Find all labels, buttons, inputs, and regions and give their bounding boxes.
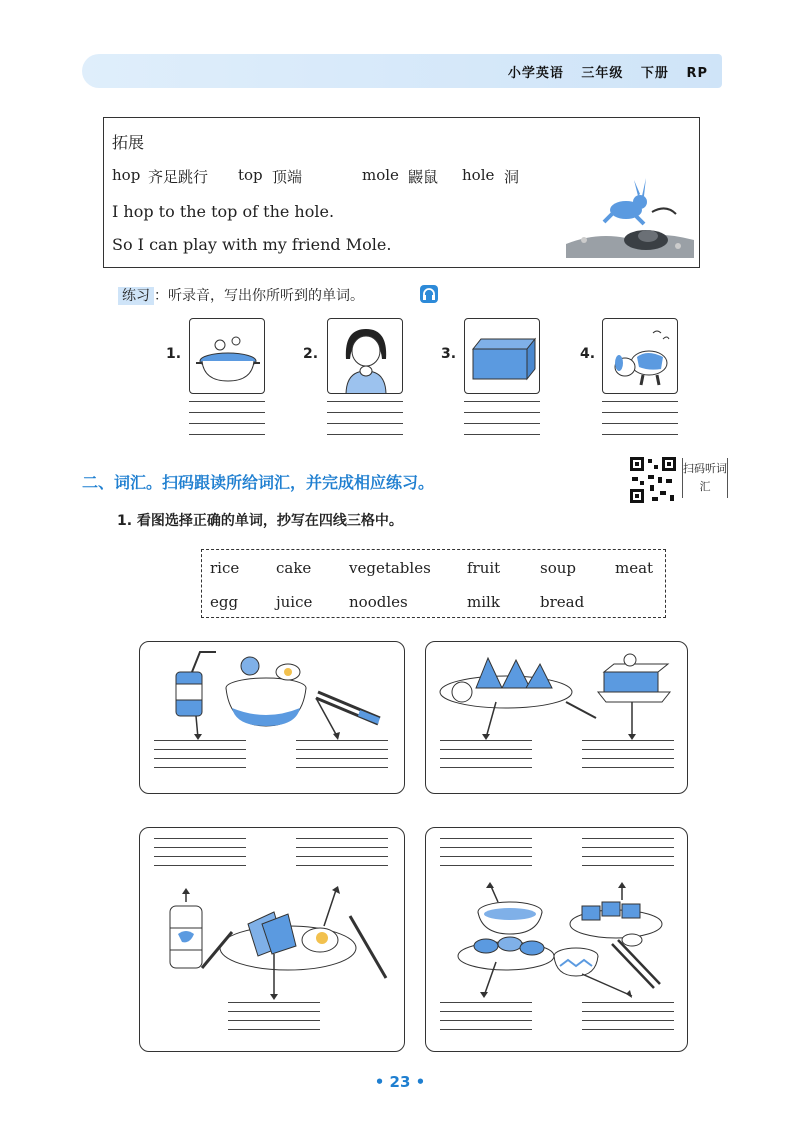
header-text xyxy=(496,62,708,81)
extension-box xyxy=(103,117,700,268)
girl-eating-icon xyxy=(328,319,403,394)
section-title: 二、词汇。扫码跟读所给词汇，并完成相应练习。 xyxy=(82,473,435,492)
practice-instruction xyxy=(118,285,364,305)
writing-lines-2[interactable] xyxy=(327,401,403,445)
word-bank xyxy=(201,549,666,618)
writing-lines-bread[interactable] xyxy=(228,1002,320,1038)
item-number-4: 4. xyxy=(580,346,596,362)
word-noodles: noodles xyxy=(349,593,408,611)
writing-lines-3[interactable] xyxy=(464,401,540,445)
vocab-word-hole: hole xyxy=(462,166,495,184)
exercise-subtitle: 1. 看图选择正确的单词，抄写在四线三格中。 xyxy=(117,513,403,529)
word-soup: soup xyxy=(540,559,576,577)
header-band xyxy=(82,54,722,88)
vocab-word-hop: hop xyxy=(112,166,141,184)
picture-dog xyxy=(602,318,678,394)
headphone-icon[interactable] xyxy=(420,285,438,303)
writing-lines-4[interactable] xyxy=(602,401,678,445)
word-cake: cake xyxy=(276,559,312,577)
writing-lines-vegetables[interactable] xyxy=(440,1002,532,1038)
scene-soup-meat-vegetables-rice xyxy=(425,827,688,1052)
writing-lines-1[interactable] xyxy=(189,401,265,445)
writing-lines-cake[interactable] xyxy=(582,740,674,776)
item-number-2: 2. xyxy=(303,346,319,362)
vocab-word-mole: mole xyxy=(362,166,399,184)
soup-pot-icon xyxy=(190,319,265,394)
dog-icon xyxy=(603,319,678,394)
word-vegetables: vegetables xyxy=(349,559,431,577)
vocab-meaning-hop: 齐足跳行 xyxy=(148,168,209,186)
picture-soup xyxy=(189,318,265,394)
header-volume: 下册 xyxy=(640,66,669,81)
word-milk: milk xyxy=(467,593,500,611)
box-icon xyxy=(465,319,540,394)
extension-sentence-2: So I can play with my friend Mole. xyxy=(112,235,392,254)
writing-lines-fruit[interactable] xyxy=(440,740,532,776)
scene-fruit-cake xyxy=(425,641,688,794)
rabbit-mole-illustration xyxy=(566,174,694,258)
word-juice: juice xyxy=(276,593,313,611)
word-meat: meat xyxy=(615,559,654,577)
writing-lines-noodles[interactable] xyxy=(296,740,388,776)
writing-lines-juice[interactable] xyxy=(154,740,246,776)
practice-text: ：听录音，写出你所听到的单词。 xyxy=(154,288,364,304)
practice-tag: 练习 xyxy=(118,287,154,305)
scene-juice-noodles xyxy=(139,641,405,794)
item-number-3: 3. xyxy=(441,346,457,362)
extension-sentence-1: I hop to the top of the hole. xyxy=(112,202,335,221)
word-bread: bread xyxy=(540,593,585,611)
vocab-meaning-top: 顶端 xyxy=(272,168,303,186)
picture-box xyxy=(464,318,540,394)
scan-label: 扫码听词汇 xyxy=(682,458,728,498)
vocab-meaning-hole: 洞 xyxy=(504,168,520,186)
header-grade: 三年级 xyxy=(581,66,624,81)
header-edition: RP xyxy=(686,66,708,81)
item-number-1: 1. xyxy=(166,346,182,362)
picture-girl xyxy=(327,318,403,394)
scene-milk-bread-egg xyxy=(139,827,405,1052)
header-subject: 小学英语 xyxy=(507,66,564,81)
writing-lines-rice[interactable] xyxy=(582,1002,674,1038)
page-number: • 23 • xyxy=(374,1073,426,1091)
word-rice: rice xyxy=(210,559,240,577)
vocab-word-top: top xyxy=(238,166,263,184)
vocab-meaning-mole: 鼹鼠 xyxy=(408,168,439,186)
qr-code-icon[interactable] xyxy=(628,455,678,505)
word-egg: egg xyxy=(210,593,239,611)
word-fruit: fruit xyxy=(467,559,501,577)
extension-title: 拓展 xyxy=(112,133,145,152)
